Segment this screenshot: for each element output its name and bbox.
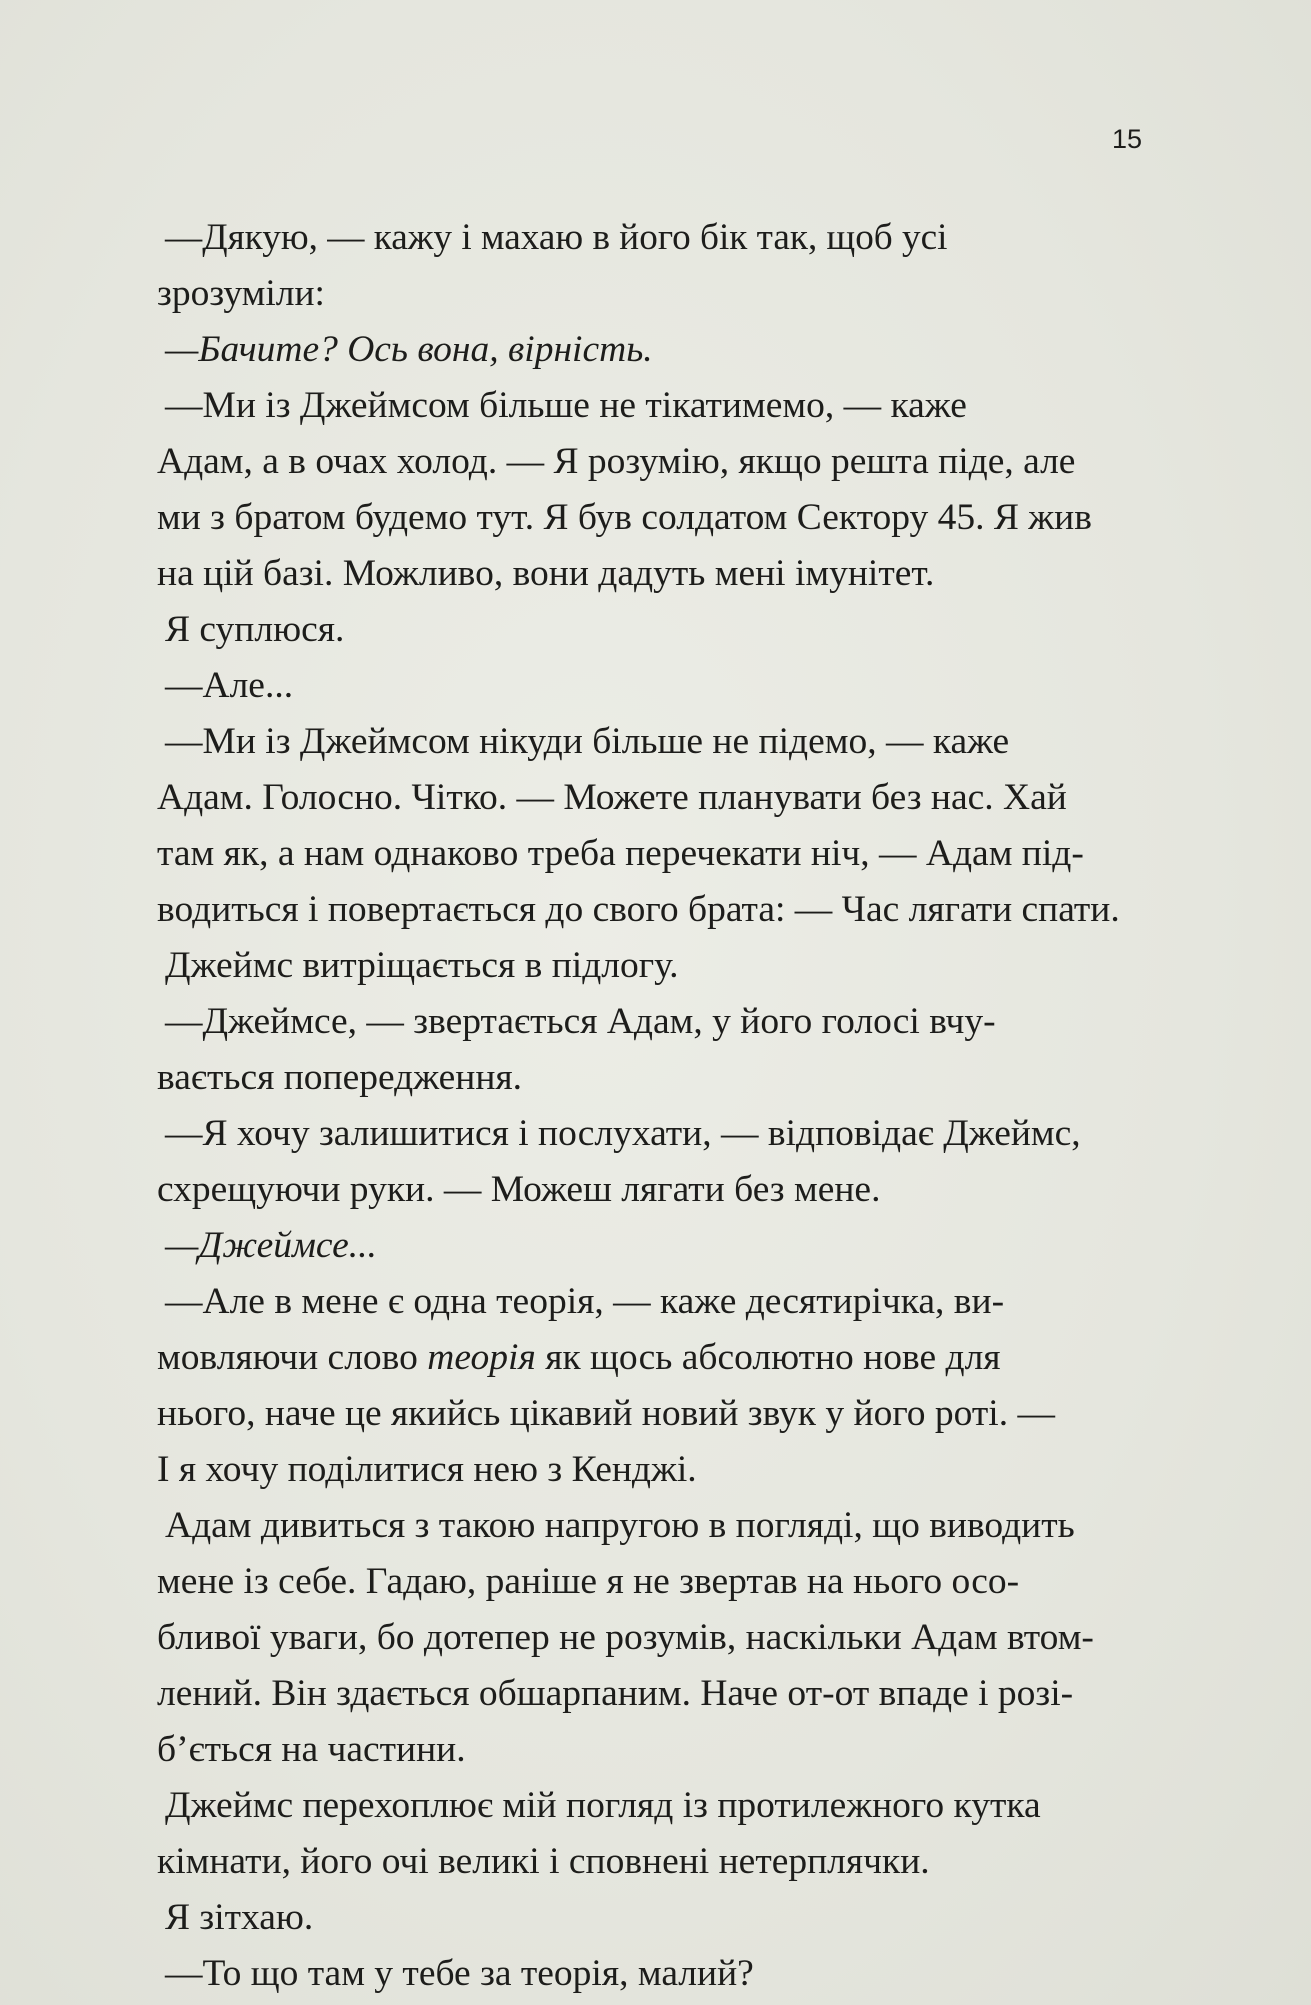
text-line: —Я хочу залишитися і послухати, — відповідає Джеймс, — [165, 1113, 1081, 1154]
text-line: —Джеймсе, — звертається Адам, у його голосі вчу- — [165, 1001, 996, 1042]
text-line: кімнати, його очі великі і сповнені нетерплячки. — [157, 1841, 930, 1882]
text-line: водиться і повертається до свого брата: — Час лягати спати. — [157, 889, 1120, 930]
text-line: б’ється на частини. — [157, 1729, 466, 1770]
text-line: —Джеймсе... — [165, 1225, 377, 1266]
text-line: Адам дивиться з такою напругою в погляді, що виводить — [165, 1505, 1075, 1546]
text-line: —Дякую, — кажу і махаю в його бік так, щоб усі — [165, 217, 948, 258]
emphasized-word: теорія — [427, 1337, 536, 1378]
text-line: —Але в мене є одна теорія, — каже десятирічка, ви- — [165, 1281, 1005, 1322]
text-line: лений. Він здається обшарпаним. Наче от-от впаде і розі- — [157, 1673, 1074, 1714]
text-line: бливої уваги, бо дотепер не розумів, наскільки Адам втом- — [157, 1617, 1094, 1658]
text-line: І я хочу поділитися нею з Кенджі. — [157, 1449, 697, 1490]
text-line: Адам. Голосно. Чітко. — Можете планувати без нас. Хай — [157, 777, 1067, 818]
text-line: Джеймс витріщається в підлогу. — [165, 945, 679, 986]
text-line: Я зітхаю. — [165, 1897, 314, 1938]
text-line: мене із себе. Гадаю, раніше я не звертав на нього осо- — [157, 1561, 1020, 1602]
text-line: —Але... — [165, 665, 294, 706]
text-line: ми з братом будемо тут. Я був солдатом Сектору 45. Я жив — [157, 497, 1092, 538]
text-line: Адам, а в очах холод. — Я розумію, якщо решта піде, але — [157, 441, 1076, 482]
text-line: мовляючи слово теорія як щось абсолютно нове для — [157, 1337, 1001, 1378]
page-number: 15 — [1112, 124, 1143, 154]
text-line: —Ми із Джеймсом нікуди більше не підемо, — каже — [165, 721, 1010, 762]
text-line: на цій базі. Можливо, вони дадуть мені імунітет. — [157, 553, 935, 594]
text-line: Джеймс перехоплює мій погляд із протилежного кутка — [165, 1785, 1041, 1826]
text-line: —То що там у тебе за теорія, малий? — [165, 1953, 754, 1994]
text-line: схрещуючи руки. — Можеш лягати без мене. — [157, 1169, 881, 1210]
text-line: —Ми із Джеймсом більше не тікатимемо, — каже — [165, 385, 967, 426]
text-line: нього, наче це якийсь цікавий новий звук у його роті. — — [157, 1393, 1055, 1434]
text-line: —Бачите? Ось вона, вірність. — [165, 329, 653, 370]
text-line: вається попередження. — [157, 1057, 523, 1098]
text-line: Я суплюся. — [165, 609, 345, 650]
text-line: там як, а нам однаково треба перечекати ніч, — Адам під- — [157, 833, 1084, 874]
text-line: зрозуміли: — [157, 273, 325, 314]
